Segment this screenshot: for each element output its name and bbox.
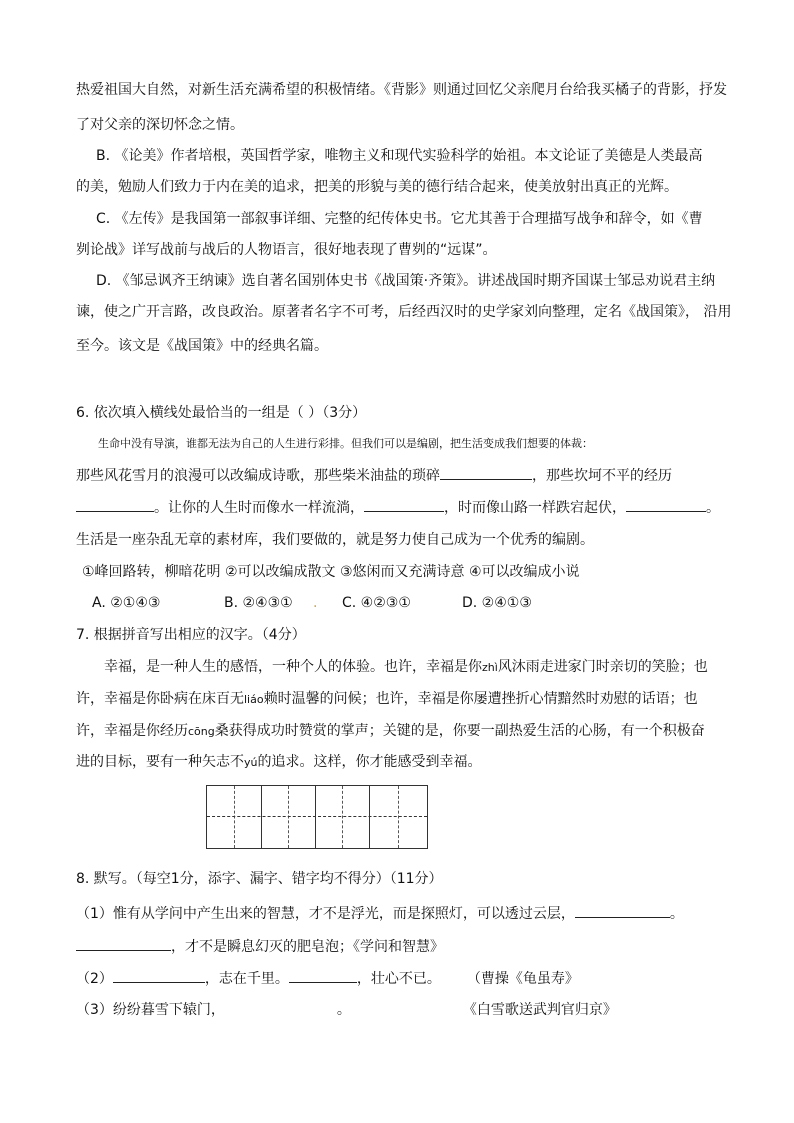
q6-choice-c[interactable]: C. ④②③① [342, 595, 411, 611]
q5-option-b-line-2: 的美，勉励人们致力于内在美的追求，把美的形貌与美的德行结合起来，使美放射出真正的光辉。 [76, 179, 678, 195]
q6-choice-a[interactable]: A. ②①④③ [92, 595, 161, 611]
q8-text: 。 [669, 906, 684, 922]
q7-text: 进的目标，要有一种矢志不 [76, 754, 244, 770]
q8-text: 。 [336, 1002, 351, 1018]
q5-option-d-line-3: 至今。该文是《战国策》中的经典名篇。 [76, 338, 328, 354]
q8-text: （曹操《龟虽寿》 [466, 971, 579, 987]
q7-text: 许，幸福是你卧病在床百无 [76, 691, 244, 707]
grid-guide-line [234, 786, 235, 848]
q7-title: 7. 根据拼音写出相应的汉字。（4分） [76, 627, 306, 643]
q6-options: ①峰回路转，柳暗花明 ②可以改编成散文 ③悠闲而又充满诗意 ④可以改编成小说 [82, 564, 580, 580]
q5-continued-line-2: 了对父亲的深切怀念之情。 [76, 117, 244, 133]
q8-text: 《白雪歌送武判官归京》 [462, 1002, 617, 1018]
q7-passage-line-1 [104, 657, 708, 678]
grid-guide-line [398, 786, 399, 848]
q6-choice-d[interactable]: D. ②④①③ [462, 595, 532, 611]
q8-text: （2） [76, 971, 113, 987]
pinyin-4: yú [244, 756, 258, 769]
q7-text: 赖时温馨的问候；也许，幸福是你屡遭挫折心情黯然时劝慰的话语；也 [263, 691, 698, 707]
blank-1[interactable] [440, 465, 532, 480]
q8-text: （1）惟有从学问中产生出来的智慧，才不是浮光，而是探照灯，可以透过云层， [76, 906, 575, 922]
answer-grid[interactable] [206, 785, 428, 849]
q6-passage-line-4: 生活是一座杂乱无章的素材库，我们要做的，就是努力使自己成为一个优秀的编剧。 [76, 532, 594, 548]
q6-text: ，那些坎坷不平的经历 [532, 468, 672, 484]
blank-4[interactable] [626, 497, 706, 512]
q8-item-2 [76, 968, 579, 989]
q7-text: 桑获得成功时赞赏的掌声；关键的是，你要一副热爱生活的心肠，有一个积极奋 [214, 723, 705, 739]
q7-passage-line-2 [76, 689, 698, 710]
q7-text: 幸福，是一种人生的感悟，一种个人的体验。也许，幸福是你 [104, 659, 482, 675]
blank-7[interactable] [113, 968, 205, 983]
q6-passage-line-3 [76, 497, 720, 518]
blank-8[interactable] [289, 968, 357, 983]
q8-text: ，才不是瞬息幻灭的肥皂泡；《学问和智慧》 [171, 939, 444, 955]
q6-passage-line-2 [76, 465, 672, 486]
q7-text: 许，幸福是你经历 [76, 723, 188, 739]
q8-item-1-line-2 [76, 936, 444, 957]
q6-text: 那些风花雪月的浪漫可以改编成诗歌，那些柴米油盐的琐碎 [76, 468, 440, 484]
q7-text: 的追求。这样，你才能感受到幸福。 [257, 754, 482, 770]
pinyin-2: liáo [244, 693, 264, 706]
q7-text: 风沐雨走进家门时亲切的笑脸；也 [497, 659, 708, 675]
q5-option-d-line-1: D. 《邹忌讽齐王纳谏》选自著名国别体史书《战国策·齐策》。讲述战国时期齐国谋士邹忌劝说君主纳 [96, 273, 716, 289]
q6-text: ，时而像山路一样跌宕起伏， [444, 500, 626, 516]
stray-dot: . [313, 595, 318, 611]
q6-choice-b[interactable]: B. ②④③① [224, 595, 293, 611]
q6-text: 。 [706, 500, 720, 516]
q6-title: 6. 依次填入横线处最恰当的一组是（ ）（3分） [76, 405, 367, 421]
blank-2[interactable] [76, 497, 154, 512]
q5-option-c-line-2: 刿论战》详写战前与战后的人物语言，很好地表现了曹刿的“远谋”。 [76, 242, 497, 258]
q8-text: ，志在千里。 [204, 971, 289, 987]
blank-3[interactable] [364, 497, 444, 512]
blank-5[interactable] [575, 903, 670, 918]
q5-continued-line-1: 热爱祖国大自然，对新生活充满希望的积极情绪。《背影》则通过回忆父亲爬月台给我买橘子的背影，抒发 [76, 82, 727, 98]
q8-item-3 [76, 1000, 617, 1020]
pinyin-1: zhì [482, 661, 498, 674]
q5-option-b-line-1: B. 《论美》作者培根，英国哲学家，唯物主义和现代实验科学的始祖。本文论证了美德是人类最高 [96, 148, 703, 164]
q7-passage-line-4 [76, 752, 481, 773]
q6-text: 。让你的人生时而像水一样流淌， [154, 500, 364, 516]
q8-text: ，壮心不已。 [356, 971, 441, 987]
grid-guide-line [288, 786, 289, 848]
q8-item-1-line-1 [76, 903, 684, 924]
q6-passage-line-1: 生命中没有导演，谁都无法为自己的人生进行彩排。但我们可以是编剧，把生活变成我们想要的体裁： [98, 437, 593, 450]
q7-passage-line-3 [76, 721, 705, 742]
grid-guide-line [342, 786, 343, 848]
blank-6[interactable] [76, 936, 171, 951]
grid-guide-line [207, 816, 427, 817]
q8-text: （3）纷纷暮雪下辕门， [76, 1002, 225, 1018]
q5-option-c-line-1: C. 《左传》是我国第一部叙事详细、完整的纪传体史书。它尤其善于合理描写战争和辞令，如《曹 [96, 211, 703, 227]
q8-title: 8. 默写。（每空1分，添字、漏字、错字均不得分）（11分） [76, 871, 443, 887]
q5-option-d-line-2: 谏，使之广开言路，改良政治。原著者名字不可考，后经西汉时的史学家刘向整理，定名《战国策》， 沿用 [76, 304, 732, 320]
pinyin-3: cōng [188, 725, 215, 738]
